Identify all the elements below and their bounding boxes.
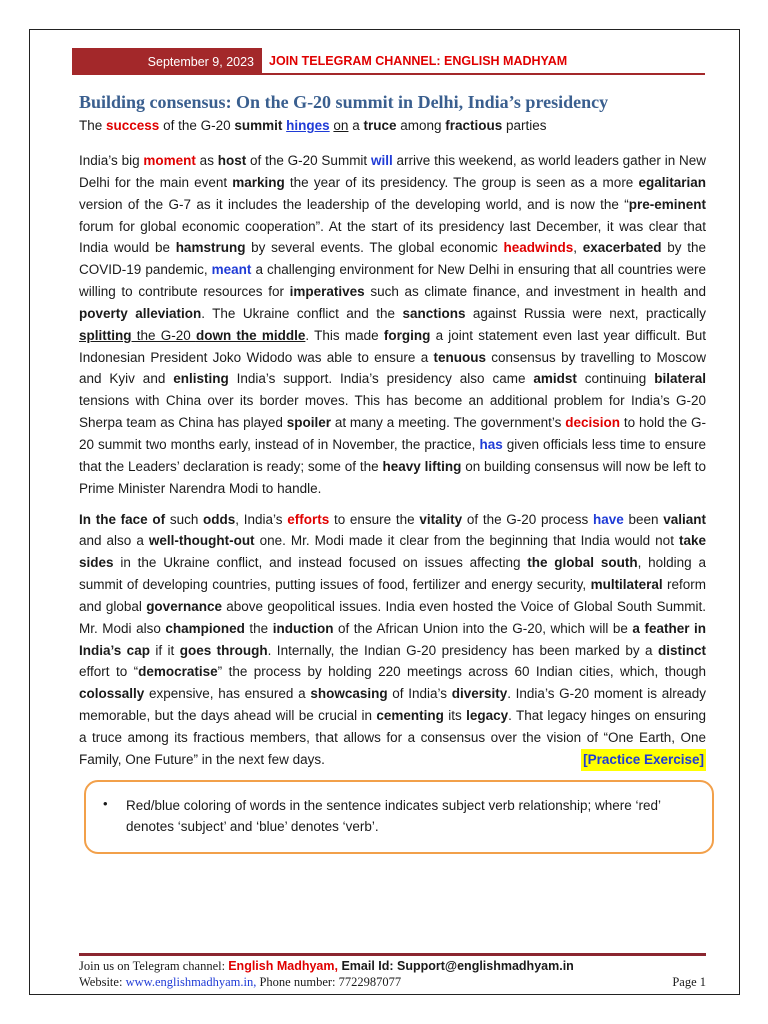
keyword: odds	[203, 511, 236, 527]
article-body	[79, 150, 706, 780]
keyword: multilateral	[590, 577, 663, 593]
body-text: . India’s G-20 moment is already memorable, but the days ahead will be crucial in	[79, 686, 706, 724]
body-text: India’s support. India’s presidency also came	[228, 371, 534, 387]
keyword: In the face of	[79, 511, 166, 527]
keyword: splitting	[79, 327, 132, 343]
verb-word: meant	[211, 262, 252, 278]
keyword: diversity	[451, 686, 508, 702]
body-text: version of the G-7 as it includes the leadership of the developing world, and is now the “	[79, 196, 629, 212]
body-text: the G-20	[131, 327, 196, 343]
body-text: to hold the G-20 summit two months early, instead of in November, the practice,	[79, 415, 706, 452]
keyword: colossally	[79, 686, 145, 702]
keyword: valiant	[663, 511, 706, 527]
keyword: summit	[234, 118, 283, 133]
body-text: arrive this weekend, as world leaders gather in New Delhi for the main event	[79, 153, 707, 190]
body-text: such	[165, 511, 204, 527]
subject-word: success	[106, 118, 160, 133]
keyword: amidst	[533, 371, 577, 387]
body-text: one. Mr. Modi made it clear from the beginning that India would not	[254, 533, 679, 549]
keyword: distinct	[657, 642, 706, 658]
keyword: forging	[383, 327, 431, 343]
keyword: enlisting	[173, 371, 229, 387]
body-text: as	[195, 153, 218, 168]
body-text: if it	[149, 642, 180, 658]
keyword: pre-eminent	[628, 196, 706, 212]
subtitle-text: of the G-20	[159, 118, 235, 133]
body-text: the year of its presidency. The group is seen as a more	[284, 174, 639, 190]
body-text: such as climate finance, and investment in health and	[364, 284, 706, 300]
paragraph-1	[79, 150, 706, 500]
body-text: its	[443, 708, 467, 724]
body-text: given officials less time to ensure that the Leaders’ declaration is ready; some of the	[79, 436, 706, 474]
keyword: marking	[232, 174, 285, 190]
subject-word: decision	[565, 415, 621, 431]
article-subtitle	[79, 118, 547, 133]
footer-email: Email Id: Support@englishmadhyam.in	[337, 959, 574, 973]
footer-text: Website:	[79, 975, 126, 989]
keyword: the global south	[527, 555, 638, 571]
body-text: of the G-20 Summit	[246, 153, 371, 168]
header-bar	[72, 48, 705, 75]
footer-website-line	[79, 975, 401, 990]
keyword: democratise	[138, 664, 218, 680]
body-text: , India’s	[235, 511, 288, 527]
footer-channel-name: English Madhyam,	[228, 959, 338, 973]
footer-telegram-line	[79, 959, 574, 974]
verb-word: hinges	[286, 118, 330, 133]
body-text: and also a	[79, 533, 149, 549]
page-number: Page 1	[672, 975, 706, 989]
keyword: spoiler	[286, 415, 331, 431]
keyword: take sides	[79, 533, 706, 571]
body-text: ” the process by holding 220 meetings across 60 Indian cities, which, though	[217, 664, 706, 680]
keyword: tenuous	[433, 349, 486, 365]
subject-word: moment	[143, 153, 196, 168]
keyword: goes through	[179, 642, 268, 658]
body-text: at many a meeting. The government’s	[330, 415, 566, 431]
footer-phone: Phone number: 7722987077	[256, 975, 402, 989]
body-text: of India’s	[387, 686, 452, 702]
keyword: down the middle	[195, 327, 306, 343]
body-text: the	[244, 620, 273, 636]
body-text: to ensure the	[329, 511, 420, 527]
keyword: cementing	[376, 708, 444, 724]
body-text: . Internally, the Indian G-20 presidency has been marked by a	[267, 642, 658, 658]
keyword: vitality	[419, 511, 463, 527]
body-text: a joint statement even last year difficult. But Indonesian President Joko Widodo was able to ensure a	[79, 327, 706, 365]
verb-word: have	[592, 511, 624, 527]
keyword: fractious	[445, 118, 503, 133]
practice-exercise-link[interactable]: [Practice Exercise]	[581, 749, 706, 771]
body-text: . The Ukraine conflict and the	[201, 305, 403, 321]
body-text: by the COVID-19 pandemic,	[79, 240, 706, 278]
keyword: a feather in India’s cap	[79, 620, 706, 658]
keyword: bilateral	[654, 371, 706, 387]
body-text: continuing	[576, 371, 655, 387]
header-date-text: September 9, 2023	[147, 54, 254, 69]
body-text: by several events. The global economic	[245, 240, 504, 256]
subject-word: efforts	[287, 511, 330, 527]
keyword: well-thought-out	[148, 533, 255, 549]
footer-website-link[interactable]: www.englishmadhyam.in,	[125, 975, 257, 989]
keyword: governance	[146, 598, 222, 614]
body-text: forum for global economic cooperation”. At the start of its presidency last December, it was clear that India would be	[79, 218, 706, 256]
paragraph-2	[79, 509, 706, 771]
header-rule	[262, 73, 705, 75]
body-text: , holding a summit of developing countries, putting issues of food, fertilizer and energy security,	[79, 555, 706, 593]
verb-word: has	[479, 436, 503, 452]
body-text: on building consensus will now be left to Prime Minister Narendra Modi to handle.	[79, 458, 706, 496]
subtitle-text: parties	[502, 118, 547, 133]
body-text: ,	[573, 240, 583, 256]
footer-rule	[79, 953, 706, 956]
keyword: exacerbated	[582, 240, 662, 256]
verb-word: will	[370, 153, 393, 168]
body-text: above geopolitical issues. India even hosted the Voice of Global South Summit. Mr. Modi also	[79, 598, 706, 636]
body-text: . That legacy hinges on ensuring a truce among its fractious members, that allows for a consensus over the vision of “One Earth, One Family, One Future” in the next few days.	[79, 708, 706, 767]
body-text: of the G-20 process	[462, 511, 593, 527]
keyword: induction	[272, 620, 334, 636]
subtitle-text: among	[396, 118, 446, 133]
body-text: of the African Union into the G-20, which will be	[333, 620, 633, 636]
keyword: host	[217, 153, 247, 168]
note-box	[84, 780, 714, 854]
body-text: a challenging environment for New Delhi in ensuring that all countries were willing to contribute resources for	[79, 262, 706, 300]
keyword: sanctions	[402, 305, 466, 321]
keyword: championed	[165, 620, 245, 636]
keyword: egalitarian	[638, 174, 706, 190]
keyword: legacy	[466, 708, 509, 724]
keyword: hamstrung	[175, 240, 246, 256]
body-text: been	[623, 511, 664, 527]
subtitle-text: a	[348, 118, 364, 133]
keyword: heavy lifting	[382, 458, 462, 474]
header-telegram-channel: JOIN TELEGRAM CHANNEL: ENGLISH MADHYAM	[269, 54, 568, 68]
keyword: imperatives	[289, 284, 365, 300]
body-text: effort to “	[79, 664, 139, 680]
body-text: . This made	[305, 327, 384, 343]
subtitle-text: The	[79, 118, 107, 133]
article-title: Building consensus: On the G-20 summit in Delhi, India’s presidency	[79, 92, 609, 112]
bullet-icon: •	[103, 796, 108, 811]
subtitle-text: on	[333, 118, 349, 133]
subject-word: headwinds	[503, 240, 574, 256]
body-text: India’s big	[79, 153, 144, 168]
body-text: expensive, has ensured a	[144, 686, 311, 702]
body-text: tensions with China over its border moves. This has become an additional problem for India’s G-20 Sherpa team as China has played	[79, 393, 706, 431]
body-text: consensus by travelling to Moscow and Kyiv and	[79, 349, 706, 387]
body-text: against Russia were next, practically	[465, 305, 706, 321]
footer-text: Join us on Telegram channel:	[79, 959, 229, 973]
header-date	[72, 48, 262, 75]
body-text: in the Ukraine conflict, and instead focused on issues affecting	[113, 555, 528, 571]
note-text: Red/blue coloring of words in the sentence indicates subject verb relationship; where ‘red’ denotes ‘subject’ and ‘blue’ denotes ‘verb’.	[126, 798, 661, 834]
keyword: showcasing	[310, 686, 388, 702]
body-text: reform and global	[79, 577, 706, 614]
keyword: poverty alleviation	[79, 305, 202, 321]
keyword: truce	[363, 118, 397, 133]
